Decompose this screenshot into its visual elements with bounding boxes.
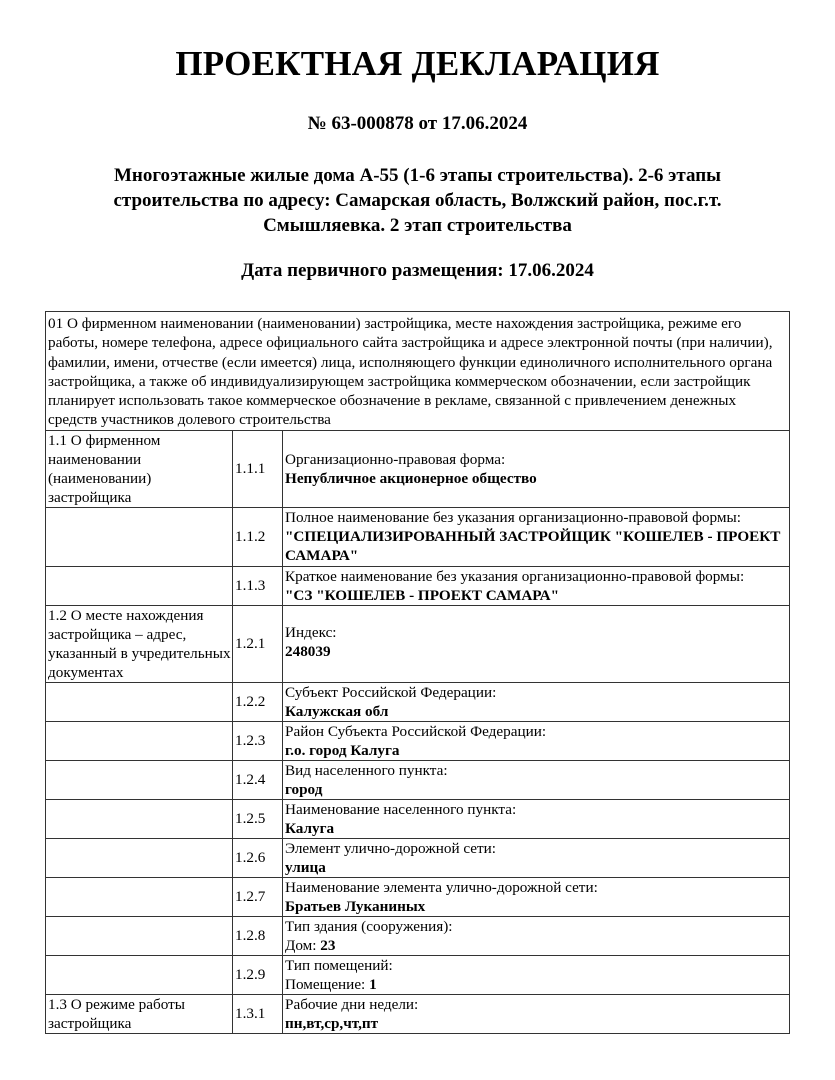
section-cell: 1.2 О месте нахождения застройщика – адрес, указанный в учредительных документах [46,605,233,682]
item-value: Непубличное акционерное общество [285,469,537,487]
table-row [46,955,790,994]
item-label: Рабочие дни недели: [285,995,419,1013]
item-value-cell [283,760,790,799]
item-label: Полное наименование без указания организационно-правовой формы: [285,508,741,526]
item-code: 1.1.1 [233,430,283,507]
section-cell [46,566,233,605]
item-code: 1.2.3 [233,721,283,760]
table-row [46,605,790,682]
table-row [46,566,790,605]
section-cell [46,682,233,721]
item-label: Наименование населенного пункта: [285,800,517,818]
item-value-cell [283,955,790,994]
item-code: 1.1.2 [233,507,283,566]
declaration-table [45,311,790,1034]
section-cell [46,838,233,877]
item-value-cell [283,566,790,605]
item-value-cell [283,430,790,507]
item-value: Калуга [285,819,335,837]
item-value: 1 [369,975,377,993]
table-row [46,682,790,721]
placement-date: Дата первичного размещения: 17.06.2024 [241,260,594,281]
item-value: пн,вт,ср,чт,пт [285,1014,379,1032]
item-label: Тип помещений: [285,956,393,974]
table-row [46,430,790,507]
table-row [46,916,790,955]
table-row [46,994,790,1033]
item-code: 1.2.1 [233,605,283,682]
item-value-cell [283,682,790,721]
item-code: 1.2.6 [233,838,283,877]
section-cell [46,916,233,955]
section-intro: 01 О фирменном наименовании (наименовании) застройщика, месте нахождения застройщика, режиме его работы, номере телефона, адресе официального сайта застройщика и адресе электронной почты (при наличии), фамилии, имени, отчестве (если имеется) лица, исполняющего функции единоличного исполнительного органа застройщика, а также об индивидуализирующем застройщика коммерческом обозначении, если застройщик планирует использовать такое коммерческое обозначение в рекламе, связанной с привлечением денежных средств участников долевого строительства [46,312,790,431]
item-label: Элемент улично-дорожной сети: [285,839,497,857]
declaration-number: № 63-000878 от 17.06.2024 [307,113,528,134]
document-title: ПРОЕКТНАЯ ДЕКЛАРАЦИЯ [175,44,660,83]
item-value: город [285,780,323,798]
item-value-cell [283,994,790,1033]
table-row [46,877,790,916]
project-name: Многоэтажные жилые дома А-55 (1-6 этапы строительства). 2-6 этапы строительства по адресу: Самарская область, Волжский район, пос.г.т. Смышляевка. 2 этап строительства [113,165,722,236]
item-label: Район Субъекта Российской Федерации: [285,722,547,740]
item-label: Краткое наименование без указания организационно-правовой формы: [285,567,745,585]
item-code: 1.2.9 [233,955,283,994]
item-label: Организационно-правовая форма: [285,450,506,468]
item-label: Индекс: [285,623,337,641]
item-value-line [285,937,335,954]
item-value: "СЗ "КОШЕЛЕВ - ПРОЕКТ САМАРА" [285,586,560,604]
table-row [46,799,790,838]
item-label: Субъект Российской Федерации: [285,683,497,701]
item-label: Наименование элемента улично-дорожной сети: [285,878,598,896]
item-value-cell [283,721,790,760]
item-value: "СПЕЦИАЛИЗИРОВАННЫЙ ЗАСТРОЙЩИК "КОШЕЛЕВ - ПРОЕКТ САМАРА" [285,527,781,564]
item-value-cell [283,507,790,566]
section-cell [46,799,233,838]
section-cell [46,955,233,994]
item-code: 1.3.1 [233,994,283,1033]
section-cell [46,877,233,916]
item-code: 1.2.4 [233,760,283,799]
table-intro-row [46,312,790,431]
section-cell [46,507,233,566]
item-code: 1.1.3 [233,566,283,605]
item-code: 1.2.8 [233,916,283,955]
item-value-cell [283,799,790,838]
table-row [46,760,790,799]
item-code: 1.2.7 [233,877,283,916]
section-cell: 1.1 О фирменном наименовании (наименовании) застройщика [46,430,233,507]
item-code: 1.2.2 [233,682,283,721]
item-value: 23 [320,936,336,954]
item-value-cell [283,605,790,682]
table-row [46,507,790,566]
item-value: г.о. город Калуга [285,741,400,759]
item-label: Вид населенного пункта: [285,761,448,779]
table-row [46,838,790,877]
item-value-cell [283,916,790,955]
table-row [46,721,790,760]
item-code: 1.2.5 [233,799,283,838]
item-value-cell [283,877,790,916]
section-cell [46,721,233,760]
item-value: улица [285,858,326,876]
item-value: Калужская обл [285,702,389,720]
item-value-cell [283,838,790,877]
item-value-line [285,976,377,993]
item-value: Братьев Луканиных [285,897,426,915]
item-label: Тип здания (сооружения): [285,917,453,935]
item-value-prefix: Помещение: [285,975,370,993]
item-value: 248039 [285,642,331,660]
item-value-prefix: Дом: [285,936,321,954]
section-cell: 1.3 О режиме работы застройщика [46,994,233,1033]
section-cell [46,760,233,799]
